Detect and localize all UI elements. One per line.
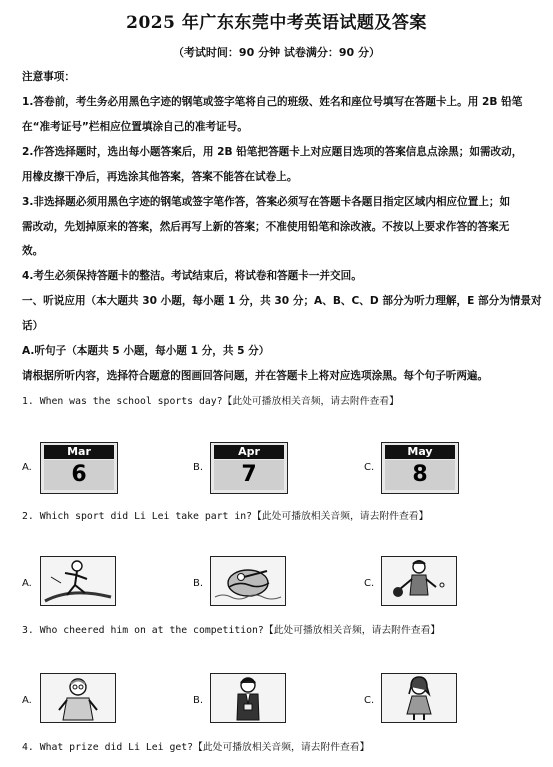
- option-letter: A.: [22, 462, 32, 473]
- option-image-a: [40, 556, 116, 606]
- part-a-instruction: 请根据所听内容，选择符合题意的图画回答问题，并在答题卡上将对应选项涂黑。每个句子听两遍。: [22, 370, 489, 382]
- calendar-month: Apr: [214, 445, 284, 459]
- calendar-day: 6: [44, 460, 114, 490]
- option-image-b: [210, 673, 286, 723]
- note-line: 效。: [22, 245, 44, 257]
- option-image-c: [381, 673, 457, 723]
- calendar-mar-6: [40, 442, 118, 494]
- option-letter: C.: [364, 578, 375, 589]
- section-title: 一、听说应用（本大题共 30 小题，每小题 1 分，共 30 分；A、B、C、D 部分为听力理解，E 部分为情景对: [22, 295, 542, 307]
- question-2: 2. Which sport did Li Lei take part in?【此处可播放相关音频，请去附件查看】: [22, 511, 429, 522]
- grandfather-icon: [41, 674, 115, 722]
- page-title: 2025 年广东东莞中考英语试题及答案: [126, 13, 427, 33]
- note-line: 4.考生必须保持答题卡的整洁。考试结束后，将试卷和答题卡一并交回。: [22, 270, 362, 282]
- notes-heading: 注意事项：: [22, 71, 75, 83]
- swimming-icon: [211, 557, 285, 605]
- calendar-may-8: [381, 442, 459, 494]
- option-letter: A.: [22, 578, 32, 589]
- calendar-month: May: [385, 445, 455, 459]
- ping-pong-icon: [382, 557, 456, 605]
- part-a-title: A.听句子（本题共 5 小题，每小题 1 分，共 5 分）: [22, 345, 270, 357]
- calendar-day: 8: [385, 460, 455, 490]
- section-title-cont: 话）: [22, 320, 44, 332]
- question-1: 1. When was the school sports day?【此处可播放相关音频，请去附件查看】: [22, 396, 399, 407]
- option-letter: C.: [364, 462, 375, 473]
- option-letter: C.: [364, 695, 375, 706]
- note-line: 3.非选择题必须用黑色字迹的钢笔或签字笔作答，答案必须写在答题卡各题目指定区域内相应位置上；如: [22, 196, 511, 208]
- calendar-apr-7: [210, 442, 288, 494]
- option-letter: A.: [22, 695, 32, 706]
- option-letter: B.: [193, 462, 204, 473]
- note-line: 2.作答选择题时，选出每小题答案后，用 2B 铅笔把答题卡上对应题目选项的答案信息点涂黑；如需改动，: [22, 146, 523, 158]
- option-letter: B.: [193, 695, 204, 706]
- girl-icon: [382, 674, 456, 722]
- note-line: 1.答卷前，考生务必用黑色字迹的钢笔或签字笔将自己的班级、姓名和座位号填写在答题卡上。用 2B 铅笔: [22, 96, 523, 108]
- question-3: 3. Who cheered him on at the competition?【此处可播放相关音频，请去附件查看】: [22, 625, 441, 636]
- exam-info: （考试时间：90 分钟 试卷满分：90 分）: [172, 46, 381, 59]
- running-icon: [41, 557, 115, 605]
- calendar-month: Mar: [44, 445, 114, 459]
- option-image-c: [381, 556, 457, 606]
- calendar-day: 7: [214, 460, 284, 490]
- note-line: 在“准考证号”栏相应位置填涂自己的准考证号。: [22, 121, 248, 133]
- option-image-b: [210, 556, 286, 606]
- note-line: 用橡皮擦干净后，再选涂其他答案，答案不能答在试卷上。: [22, 171, 298, 183]
- teacher-icon: [211, 674, 285, 722]
- note-line: 需改动，先划掉原来的答案，然后再写上新的答案；不准使用铅笔和涂改液。不按以上要求作答的答案无: [22, 221, 510, 233]
- question-4: 4. What prize did Li Lei get?【此处可播放相关音频，请去附件查看】: [22, 742, 370, 753]
- option-letter: B.: [193, 578, 204, 589]
- option-image-a: [40, 673, 116, 723]
